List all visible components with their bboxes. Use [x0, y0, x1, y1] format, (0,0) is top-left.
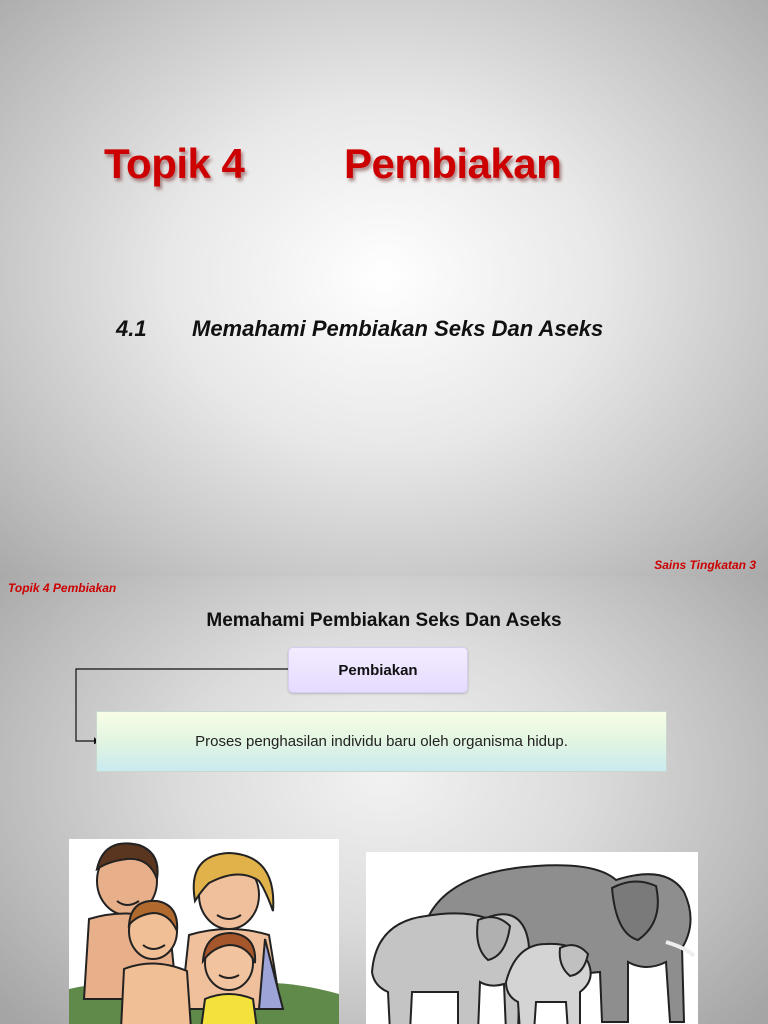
concept-box-pembiakan: Pembiakan [288, 647, 468, 693]
slide-footer: Sains Tingkatan 3 [654, 558, 756, 572]
subtitle-section-number: 4.1 [116, 316, 147, 341]
slide-header: Topik 4 Pembiakan [8, 581, 117, 595]
slide-2-title: Memahami Pembiakan Seks Dan Aseks [206, 610, 562, 631]
definition-box: Proses penghasilan individu baru oleh organisma hidup. [96, 711, 667, 772]
family-illustration [69, 839, 339, 1024]
subtitle-section-text: Memahami Pembiakan Seks Dan Aseks [192, 316, 604, 341]
slide-2 [0, 576, 768, 1024]
slide-title-topic-number: Topik 4 [104, 140, 245, 187]
elephants-illustration [366, 852, 698, 1024]
slide-title-topic-name: Pembiakan [344, 140, 562, 187]
